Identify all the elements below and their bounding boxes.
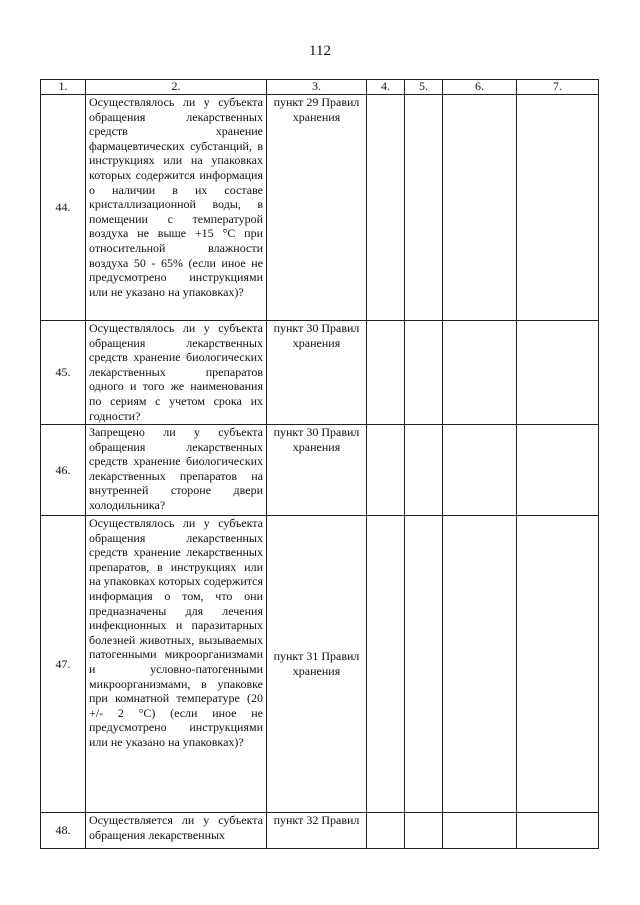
empty-cell bbox=[367, 321, 405, 425]
requirement-question: Осуществляется ли у субъекта обращения лекарственных bbox=[86, 813, 267, 849]
empty-cell bbox=[405, 95, 443, 321]
empty-cell bbox=[443, 95, 517, 321]
header-row bbox=[41, 80, 599, 95]
row-number: 46. bbox=[41, 425, 86, 516]
empty-cell bbox=[443, 321, 517, 425]
legal-reference: пункт 31 Правил хранения bbox=[267, 516, 367, 813]
requirement-question: Осуществлялось ли у субъекта обращения лекарственных средств хранение лекарственных препаратов, в инструкциях или на упаковках которых содержится информация о том, что они предназначены для лечения инфекционных и паразитарных болезней животных, вызываемых патогенными микроорганизмами и условно-патогенными микроорганизмами, в упаковке при комнатной температуре (20 +/- 2 °C) (если иное не предусмотрено инструкциями или не указано на упаковках)? bbox=[86, 516, 267, 813]
empty-cell bbox=[367, 95, 405, 321]
empty-cell bbox=[367, 425, 405, 516]
empty-cell bbox=[367, 516, 405, 813]
legal-reference: пункт 30 Правил хранения bbox=[267, 425, 367, 516]
empty-cell bbox=[517, 425, 599, 516]
table-row bbox=[41, 321, 599, 425]
column-header-5: 5. bbox=[405, 80, 443, 95]
row-number: 45. bbox=[41, 321, 86, 425]
checklist-table bbox=[40, 79, 599, 849]
empty-cell bbox=[405, 321, 443, 425]
column-header-6: 6. bbox=[443, 80, 517, 95]
legal-reference: пункт 30 Правил хранения bbox=[267, 321, 367, 425]
row-number: 44. bbox=[41, 95, 86, 321]
column-header-3: 3. bbox=[267, 80, 367, 95]
table-row bbox=[41, 425, 599, 516]
requirement-question: Запрещено ли у субъекта обращения лекарственных средств хранение биологических лекарственных препаратов на внутренней стороне двери холодильника? bbox=[86, 425, 267, 516]
requirement-question: Осуществлялось ли у субъекта обращения лекарственных средств хранение биологических лекарственных препаратов одного и того же наименования по сериям с учетом срока их годности? bbox=[86, 321, 267, 425]
column-header-1: 1. bbox=[41, 80, 86, 95]
empty-cell bbox=[517, 95, 599, 321]
empty-cell bbox=[517, 813, 599, 849]
table-row bbox=[41, 95, 599, 321]
requirement-question: Осуществлялось ли у субъекта обращения лекарственных средств хранение фармацевтических субстанций, в инструкциях или на упаковках которых содержится информация о наличии в их составе кристаллизационной воды, в помещении с температурой воздуха не выше +15 °C при относительной влажности воздуха 50 - 65% (если иное не предусмотрено инструкциями или не указано на упаковках)? bbox=[86, 95, 267, 321]
row-number: 48. bbox=[41, 813, 86, 849]
empty-cell bbox=[517, 321, 599, 425]
empty-cell bbox=[405, 425, 443, 516]
empty-cell bbox=[405, 516, 443, 813]
table-row bbox=[41, 516, 599, 813]
legal-reference: пункт 32 Правил bbox=[267, 813, 367, 849]
empty-cell bbox=[405, 813, 443, 849]
page-number: 112 bbox=[309, 43, 331, 59]
empty-cell bbox=[443, 813, 517, 849]
empty-cell bbox=[443, 516, 517, 813]
row-number: 47. bbox=[41, 516, 86, 813]
empty-cell bbox=[367, 813, 405, 849]
empty-cell bbox=[517, 516, 599, 813]
column-header-4: 4. bbox=[367, 80, 405, 95]
table-row bbox=[41, 813, 599, 849]
column-header-7: 7. bbox=[517, 80, 599, 95]
legal-reference: пункт 29 Правил хранения bbox=[267, 95, 367, 321]
empty-cell bbox=[443, 425, 517, 516]
column-header-2: 2. bbox=[86, 80, 267, 95]
